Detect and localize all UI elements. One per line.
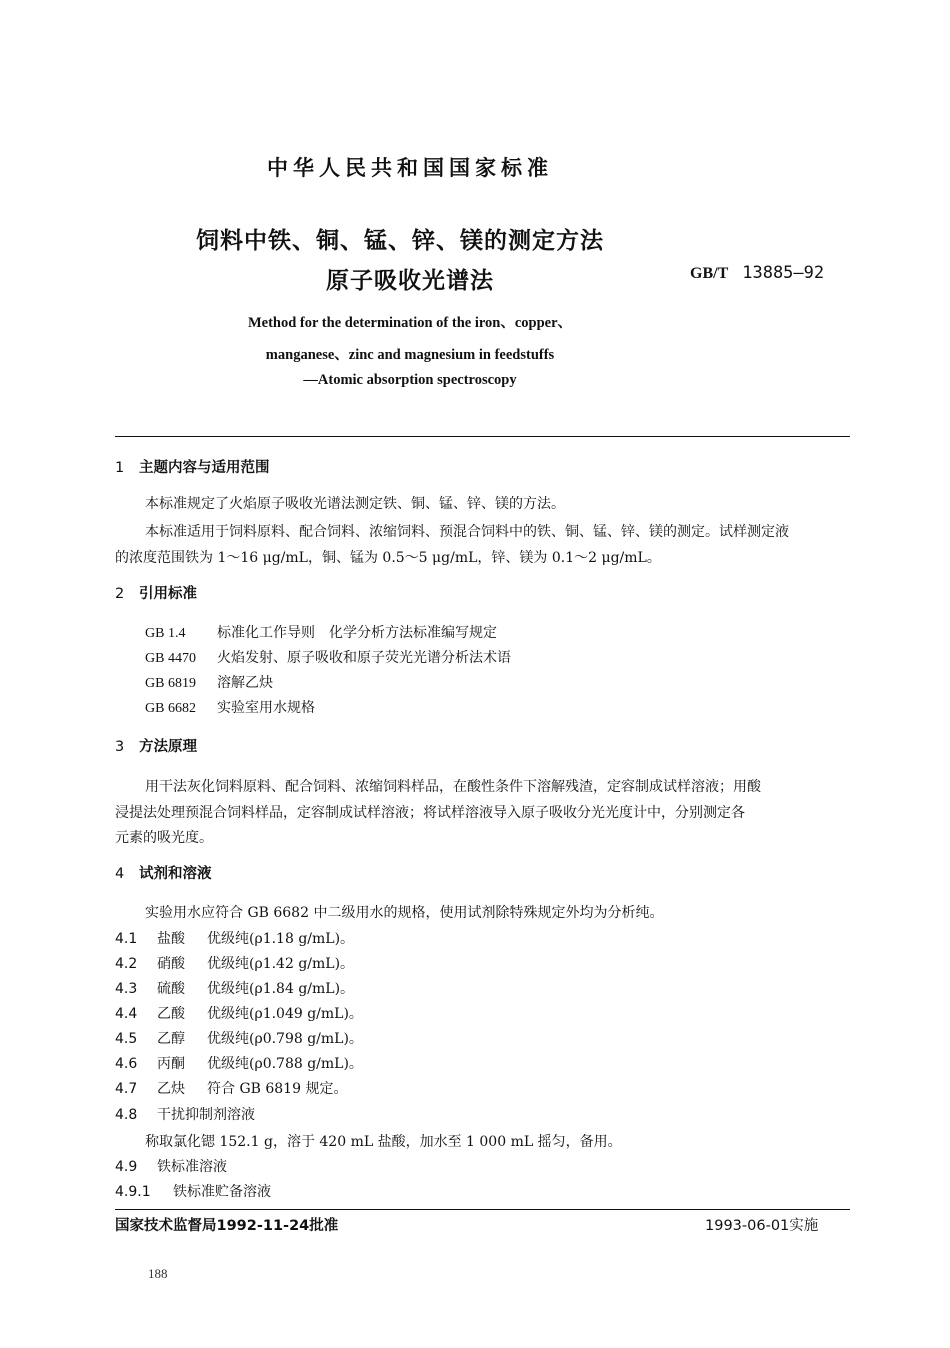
item-number: 4.2 bbox=[115, 956, 138, 972]
item-title: 干扰抑制剂溶液 bbox=[157, 1107, 255, 1123]
document-title-line2: 原子吸收光谱法 bbox=[326, 268, 494, 294]
section-number: 2 bbox=[115, 586, 125, 602]
reagent-item bbox=[115, 1003, 363, 1023]
section-number: 3 bbox=[115, 739, 125, 755]
section-4-heading bbox=[115, 862, 212, 883]
section-title: 方法原理 bbox=[139, 739, 197, 755]
item-number: 4.6 bbox=[115, 1056, 138, 1072]
paragraph-continuation: 浸提法处理预混合饲料样品，定容制成试样溶液；将试样溶液导入原子吸收分光光度计中，分别测定各 bbox=[115, 805, 745, 821]
reagent-spec: 优级纯(ρ1.84 g/mL)。 bbox=[207, 981, 355, 997]
footer-divider bbox=[115, 1209, 850, 1210]
standard-code bbox=[690, 263, 824, 283]
reagent-spec: 优级纯(ρ1.42 g/mL)。 bbox=[207, 956, 355, 972]
reagent-spec: 符合 GB 6819 规定。 bbox=[207, 1081, 348, 1097]
section-number: 4 bbox=[115, 866, 125, 882]
subsection-heading bbox=[115, 1181, 271, 1201]
item-number: 4.9.1 bbox=[115, 1184, 151, 1200]
subsection-heading bbox=[115, 1156, 227, 1176]
reagent-item bbox=[115, 978, 354, 998]
reagent-name: 硫酸 bbox=[157, 981, 185, 997]
reagent-item bbox=[115, 953, 354, 973]
reagent-spec: 优级纯(ρ1.049 g/mL)。 bbox=[207, 1006, 363, 1022]
item-title: 铁标准溶液 bbox=[157, 1159, 227, 1175]
section-title: 引用标准 bbox=[139, 586, 197, 602]
reagent-name: 盐酸 bbox=[157, 931, 185, 947]
paragraph: 本标准适用于饲料原料、配合饲料、浓缩饲料、预混合饲料中的铁、铜、锰、锌、镁的测定。试样测定液 bbox=[145, 524, 789, 540]
reference-code: GB 6819 bbox=[145, 676, 196, 691]
reference-item bbox=[145, 697, 315, 717]
implementation-date: 1993-06-01实施 bbox=[705, 1218, 819, 1234]
reference-code: GB 4470 bbox=[145, 651, 196, 666]
reference-code: GB 1.4 bbox=[145, 626, 186, 641]
reagent-name: 乙醇 bbox=[157, 1031, 185, 1047]
item-number: 4.7 bbox=[115, 1081, 138, 1097]
page-number: 188 bbox=[148, 1266, 168, 1281]
paragraph: 用干法灰化饲料原料、配合饲料、浓缩饲料样品，在酸性条件下溶解残渣，定容制成试样溶液；用酸 bbox=[145, 779, 761, 795]
approval-date: 国家技术监督局1992-11-24批准 bbox=[115, 1218, 339, 1234]
reference-title: 标准化工作导则 化学分析方法标准编写规定 bbox=[217, 625, 497, 641]
reference-item bbox=[145, 647, 511, 667]
reagent-item bbox=[115, 1053, 363, 1073]
english-title-line1: Method for the determination of the iron、copper、 bbox=[247, 315, 573, 331]
paragraph: 实验用水应符合 GB 6682 中二级用水的规格，使用试剂除特殊规定外均为分析纯。 bbox=[145, 905, 664, 921]
item-number: 4.3 bbox=[115, 981, 138, 997]
item-number: 4.5 bbox=[115, 1031, 138, 1047]
item-number: 4.4 bbox=[115, 1006, 138, 1022]
reference-title: 火焰发射、原子吸收和原子荧光光谱分析法术语 bbox=[217, 650, 511, 666]
section-3-heading bbox=[115, 735, 197, 756]
reagent-name: 硝酸 bbox=[157, 956, 185, 972]
paragraph: 本标准规定了火焰原子吸收光谱法测定铁、铜、锰、锌、镁的方法。 bbox=[145, 496, 565, 512]
section-title: 主题内容与适用范围 bbox=[139, 460, 270, 476]
reagent-item bbox=[115, 1078, 347, 1098]
subsection-heading bbox=[115, 1104, 255, 1124]
document-title-line1: 饲料中铁、铜、锰、锌、镁的测定方法 bbox=[196, 228, 604, 254]
reagent-name: 丙酮 bbox=[157, 1056, 185, 1072]
reagent-item bbox=[115, 1028, 363, 1048]
header-divider bbox=[115, 436, 850, 437]
reagent-spec: 优级纯(ρ1.18 g/mL)。 bbox=[207, 931, 355, 947]
item-title: 铁标准贮备溶液 bbox=[173, 1184, 271, 1200]
reference-item bbox=[145, 622, 497, 642]
section-title: 试剂和溶液 bbox=[139, 866, 212, 882]
reference-code: GB 6682 bbox=[145, 701, 196, 716]
english-title-line3: —Atomic absorption spectroscopy bbox=[303, 372, 517, 388]
english-title-line2: manganese、zinc and magnesium in feedstuffs bbox=[265, 347, 555, 363]
section-number: 1 bbox=[115, 460, 125, 476]
national-standard-heading: 中华人民共和国国家标准 bbox=[267, 156, 553, 180]
item-number: 4.8 bbox=[115, 1107, 138, 1123]
reference-item bbox=[145, 672, 273, 692]
section-1-heading bbox=[115, 456, 270, 477]
reagent-spec: 优级纯(ρ0.798 g/mL)。 bbox=[207, 1031, 363, 1047]
reagent-item bbox=[115, 928, 354, 948]
standard-code-prefix: GB/T bbox=[690, 265, 729, 282]
section-2-heading bbox=[115, 582, 197, 603]
reference-title: 实验室用水规格 bbox=[217, 700, 315, 716]
paragraph-continuation: 元素的吸光度。 bbox=[115, 830, 213, 846]
paragraph-continuation: 的浓度范围铁为 1～16 μg/mL，铜、锰为 0.5～5 μg/mL，锌、镁为 0.1～2 μg/mL。 bbox=[115, 550, 661, 566]
reagent-name: 乙酸 bbox=[157, 1006, 185, 1022]
reagent-spec: 优级纯(ρ0.788 g/mL)。 bbox=[207, 1056, 363, 1072]
reagent-name: 乙炔 bbox=[157, 1081, 185, 1097]
paragraph: 称取氯化锶 152.1 g，溶于 420 mL 盐酸，加水至 1 000 mL 摇匀，备用。 bbox=[145, 1134, 622, 1150]
item-number: 4.1 bbox=[115, 931, 138, 947]
standard-code-number: 13885—92 bbox=[742, 263, 825, 283]
reference-title: 溶解乙炔 bbox=[217, 675, 273, 691]
item-number: 4.9 bbox=[115, 1159, 138, 1175]
